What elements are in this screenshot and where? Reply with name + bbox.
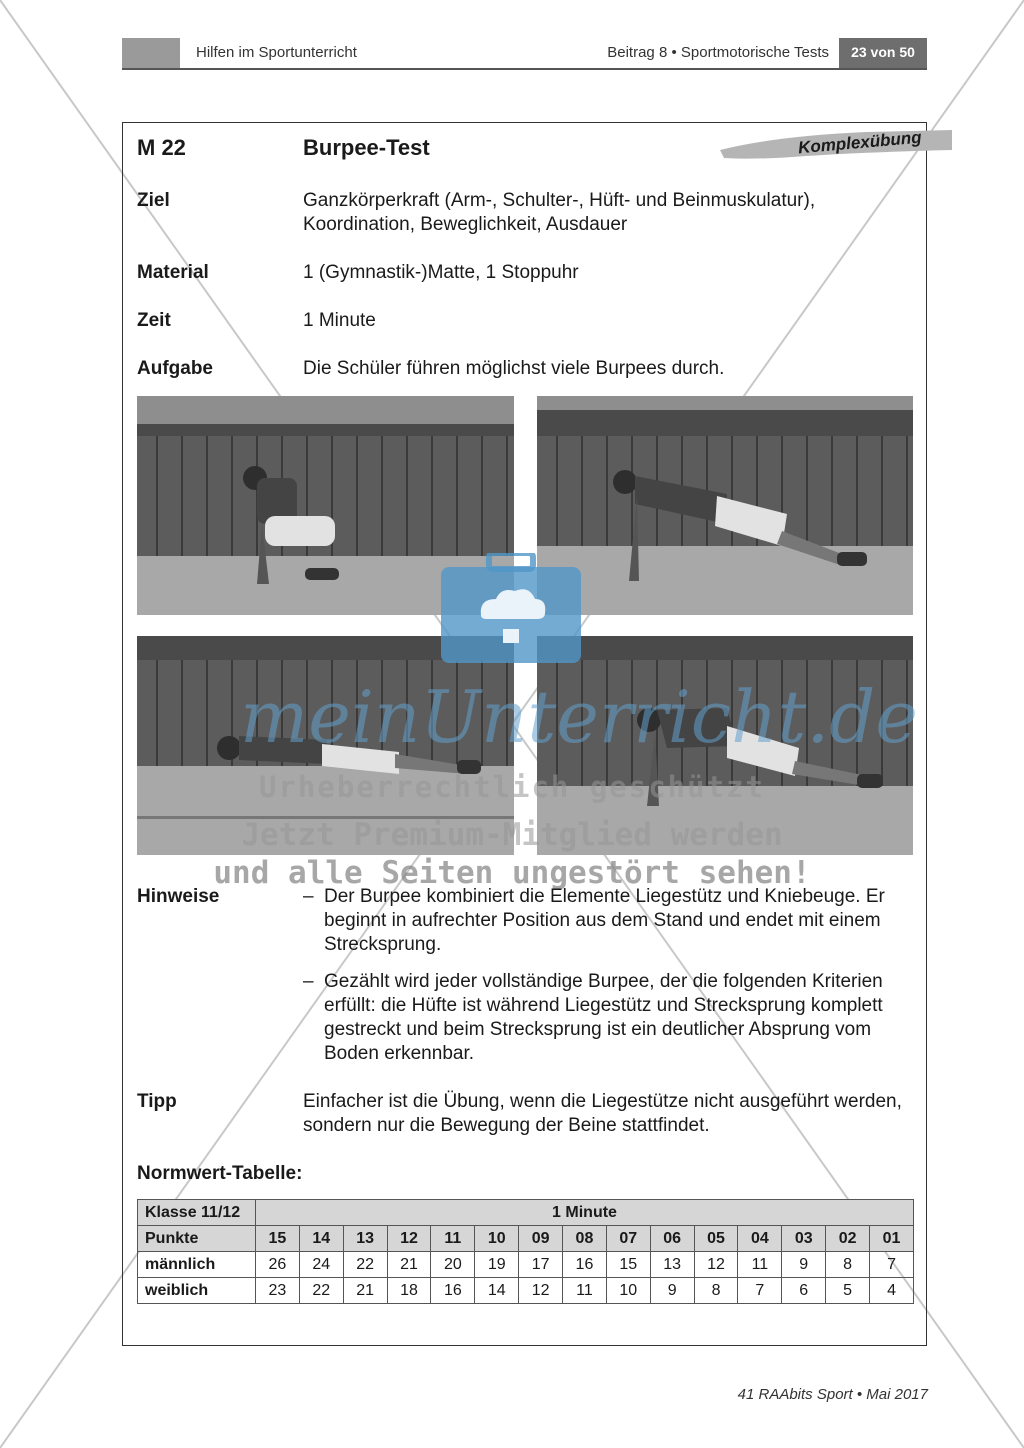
table-cell: 13	[343, 1226, 387, 1252]
table-cell: 14	[299, 1226, 343, 1252]
ziel-line-1: Ganzkörperkraft (Arm-, Schulter-, Hüft- und Beinmuskulatur),	[303, 190, 816, 211]
table-cell: 02	[826, 1226, 870, 1252]
label-hinweise: Hinweise	[137, 886, 220, 907]
page-header	[122, 38, 927, 70]
page-number: 23 von 50	[839, 38, 927, 68]
briefcase-logo-icon	[441, 553, 581, 663]
row-label: männlich	[138, 1252, 256, 1278]
table-cell: 15	[606, 1252, 650, 1278]
table-cell: 04	[738, 1226, 782, 1252]
watermark-line-3: und alle Seiten ungestört sehen!	[213, 855, 811, 891]
table-cell: 09	[519, 1226, 563, 1252]
table-cell: 18	[387, 1278, 431, 1304]
hinweis-text-2: Gezählt wird jeder vollständige Burpee, der die folgenden Kriterien erfüllt: die Hüfte ist während Liegestütz und Strecksprung komplett gestreckt und beim Strecksprung ist ein deutlicher Absprung vom Boden erkennbar.	[324, 971, 883, 1064]
ziel-text	[303, 189, 913, 237]
table-cell: 23	[256, 1278, 300, 1304]
table-cell: 24	[299, 1252, 343, 1278]
material-code: M 22	[137, 135, 186, 160]
table-cell: 9	[650, 1278, 694, 1304]
material-text: 1 (Gymnastik-)Matte, 1 Stoppuhr	[303, 262, 579, 283]
table-cell: 12	[387, 1226, 431, 1252]
table-cell: 01	[870, 1226, 914, 1252]
hinweis-dash-2: –	[303, 971, 314, 992]
duration-label: 1 Minute	[256, 1200, 914, 1226]
header-title: Hilfen im Sportunterricht	[196, 44, 357, 61]
table-cell: 12	[694, 1252, 738, 1278]
tag-label: Komplexübung	[797, 127, 923, 158]
table-cell: 11	[738, 1252, 782, 1278]
norm-table-title: Normwert-Tabelle:	[137, 1163, 303, 1184]
table-cell: 16	[563, 1252, 607, 1278]
table-cell: 06	[650, 1226, 694, 1252]
table-cell: 4	[870, 1278, 914, 1304]
label-tipp: Tipp	[137, 1091, 177, 1112]
label-material: Material	[137, 262, 209, 283]
label-aufgabe: Aufgabe	[137, 358, 213, 379]
norm-table	[137, 1199, 914, 1304]
table-cell: 20	[431, 1252, 475, 1278]
page-footer: 41 RAAbits Sport • Mai 2017	[737, 1386, 928, 1403]
table-cell: 13	[650, 1252, 694, 1278]
table-cell: 21	[387, 1252, 431, 1278]
table-cell: 22	[343, 1252, 387, 1278]
table-cell: 7	[738, 1278, 782, 1304]
table-cell: 21	[343, 1278, 387, 1304]
class-label: Klasse 11/12	[138, 1200, 256, 1226]
table-cell: 03	[782, 1226, 826, 1252]
table-cell: 6	[782, 1278, 826, 1304]
table-row	[138, 1226, 914, 1252]
label-zeit: Zeit	[137, 310, 171, 331]
zeit-text: 1 Minute	[303, 310, 376, 331]
table-cell: 12	[519, 1278, 563, 1304]
table-cell: 7	[870, 1252, 914, 1278]
table-cell: 22	[299, 1278, 343, 1304]
table-cell: 10	[606, 1278, 650, 1304]
label-ziel: Ziel	[137, 190, 170, 211]
hinweis-dash-1: –	[303, 886, 314, 907]
table-cell: 17	[519, 1252, 563, 1278]
table-cell: 5	[826, 1278, 870, 1304]
hinweis-text-1: Der Burpee kombiniert die Elemente Liegestütz und Kniebeuge. Er beginnt in aufrechter Position aus dem Stand und endet mit einem Strecksprung.	[324, 886, 885, 955]
table-cell: 07	[606, 1226, 650, 1252]
table-cell: 14	[475, 1278, 519, 1304]
header-section: Beitrag 8 • Sportmotorische Tests	[607, 44, 829, 61]
tipp-text: Einfacher ist die Übung, wenn die Liegestütze nicht ausgeführt werden, sondern nur die Bewegung der Beine stattfindet.	[303, 1091, 902, 1136]
table-cell: 8	[826, 1252, 870, 1278]
table-row	[138, 1252, 914, 1278]
watermark-line-1: Urheberrechtlich geschützt	[259, 770, 765, 804]
table-cell: 15	[256, 1226, 300, 1252]
hinweis-item-2	[303, 970, 913, 1066]
table-cell: 05	[694, 1226, 738, 1252]
table-cell: 16	[431, 1278, 475, 1304]
watermark-line-2: Jetzt Premium-Mitglied werden	[241, 817, 783, 853]
norm-header-row	[138, 1200, 914, 1226]
table-cell: 9	[782, 1252, 826, 1278]
header-grey-block	[122, 38, 180, 68]
table-cell: 8	[694, 1278, 738, 1304]
table-cell: 26	[256, 1252, 300, 1278]
table-cell: 08	[563, 1226, 607, 1252]
table-row	[138, 1278, 914, 1304]
row-label: Punkte	[138, 1226, 256, 1252]
table-cell: 11	[563, 1278, 607, 1304]
complex-exercise-tag	[716, 128, 952, 162]
table-cell: 10	[475, 1226, 519, 1252]
row-label: weiblich	[138, 1278, 256, 1304]
ziel-line-2: Koordination, Beweglichkeit, Ausdauer	[303, 214, 628, 235]
watermark-brand: meinUnterricht.de	[240, 675, 918, 759]
photo-plank	[537, 396, 913, 615]
table-cell: 11	[431, 1226, 475, 1252]
material-title: Burpee-Test	[303, 135, 430, 160]
table-cell: 19	[475, 1252, 519, 1278]
hinweis-item-1	[303, 885, 913, 957]
aufgabe-text: Die Schüler führen möglichst viele Burpees durch.	[303, 358, 725, 379]
